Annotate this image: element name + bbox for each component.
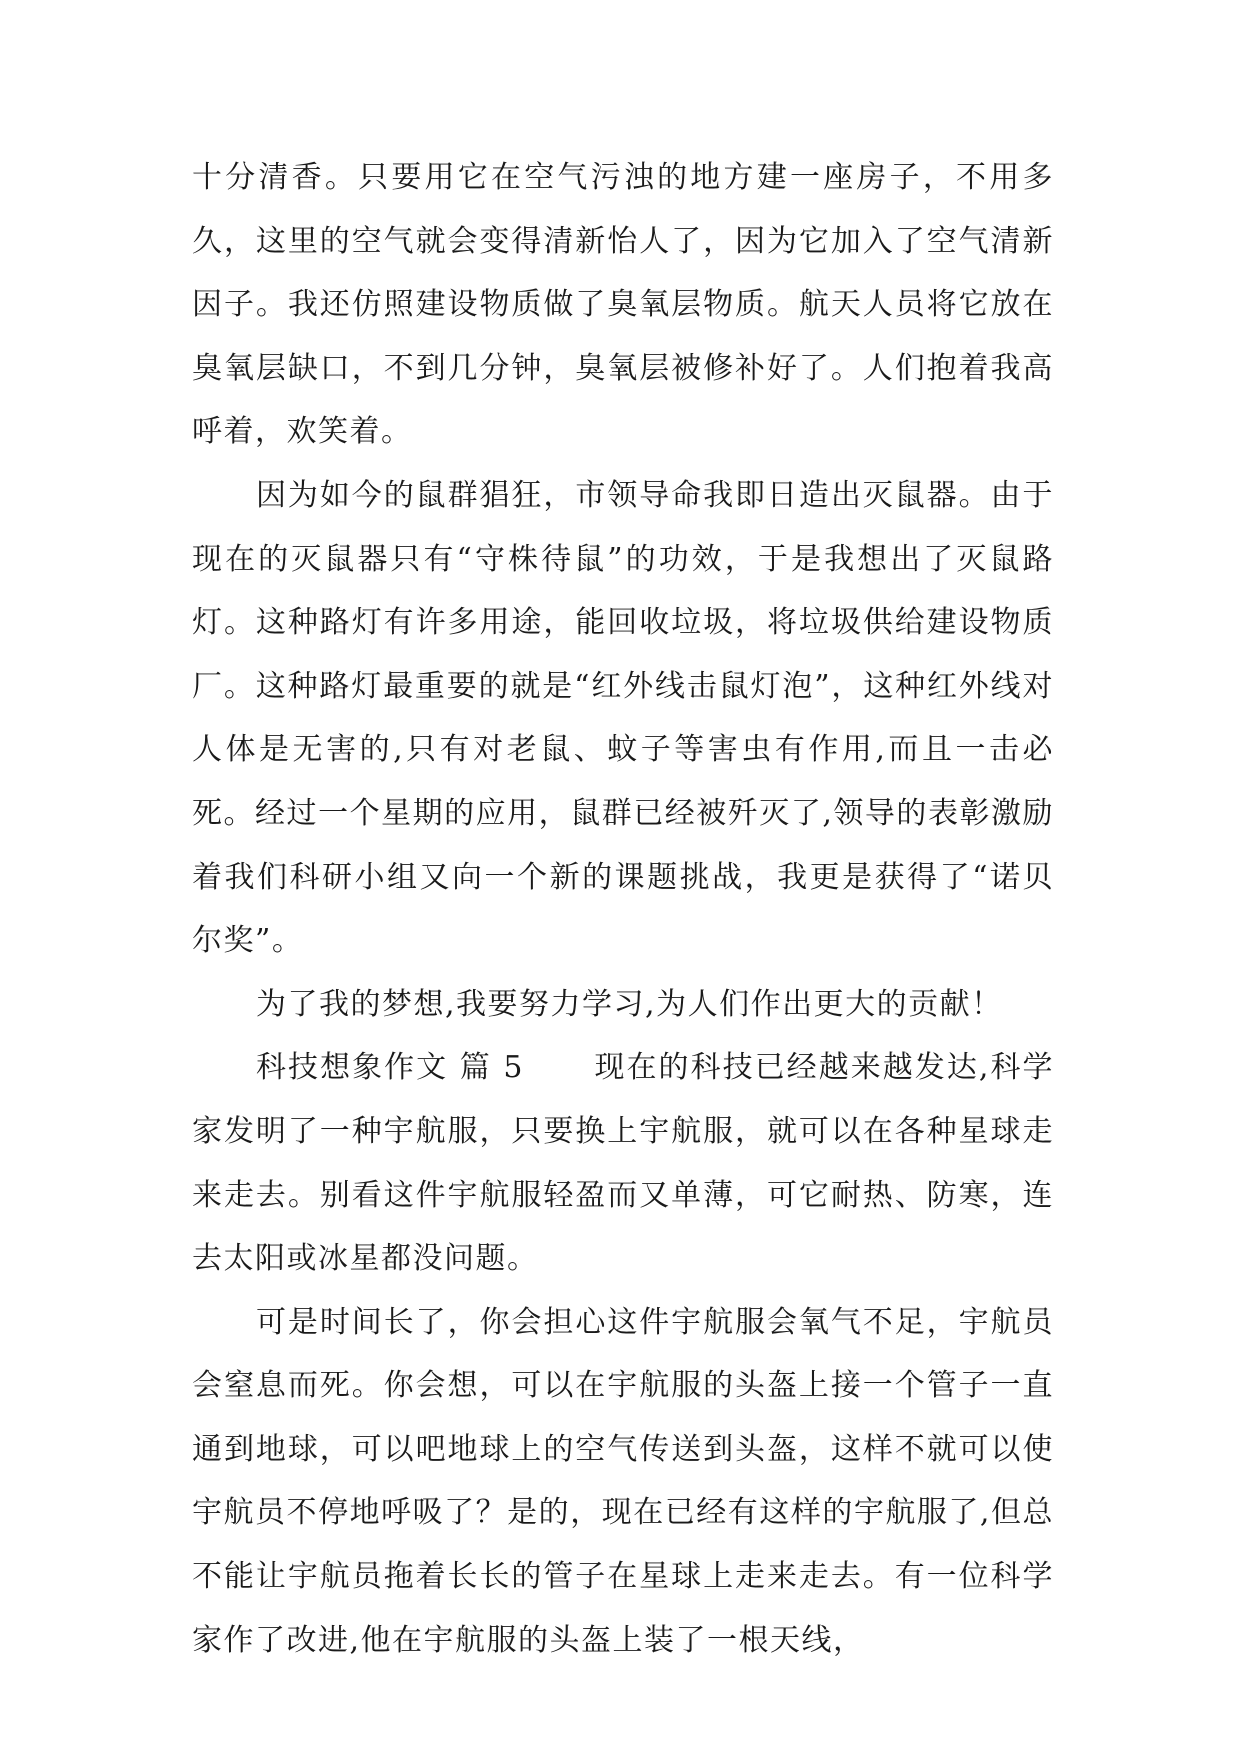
paragraph-dream: 为了我的梦想,我要努力学习,为人们作出更大的贡献！: [256, 986, 1003, 1022]
essay-5-body: 现在的科技已经越来越发达,科学家发明了一种宇航服，只要换上宇航服，就可以在各种星球走来走去。别看这件宇航服轻盈而又单薄，可它耐热、防寒，连去太阳或冰星都没问题。: [192, 1050, 1054, 1277]
paragraph-mouse-streetlight: 因为如今的鼠群猖狂，市领导命我即日造出灭鼠器。由于现在的灭鼠器只有“守株待鼠”的功效，于是我想出了灭鼠路灯。这种路灯有许多用途，能回收垃圾，将垃圾供给建设物质厂。这种路灯最重要的就是“红外线击鼠灯泡”，这种红外线对人体是无害的,只有对老鼠、蚊子等害虫有作用,而且一击必死。经过一个星期的应用，鼠群已经被歼灭了,领导的表彰激励着我们科研小组又向一个新的课题挑战，我更是获得了“诺贝尔奖”。: [192, 477, 1054, 959]
essay-heading: 科技想象作文 篇 5: [256, 1050, 524, 1086]
paragraph-essay-5: [192, 1036, 1054, 1290]
paragraph-spacesuit-oxygen: 可是时间长了，你会担心这件宇航服会氧气不足，宇航员会窒息而死。你会想，可以在宇航服的头盔上接一个管子一直通到地球，可以吧地球上的空气传送到头盔，这样不就可以使宇航员不停地呼吸了？是的，现在已经有这样的宇航服了,但总不能让宇航员拖着长长的管子在星球上走来走去。有一位科学家作了改进,他在宇航服的头盔上装了一根天线，: [192, 1304, 1054, 1658]
document-body: [192, 146, 1054, 1672]
paragraph-continuation: 十分清香。只要用它在空气污浊的地方建一座房子，不用多久，这里的空气就会变得清新怡人了，因为它加入了空气清新因子。我还仿照建设物质做了臭氧层物质。航天人员将它放在臭氧层缺口，不到几分钟，臭氧层被修补好了。人们抱着我高呼着，欢笑着。: [192, 160, 1054, 450]
